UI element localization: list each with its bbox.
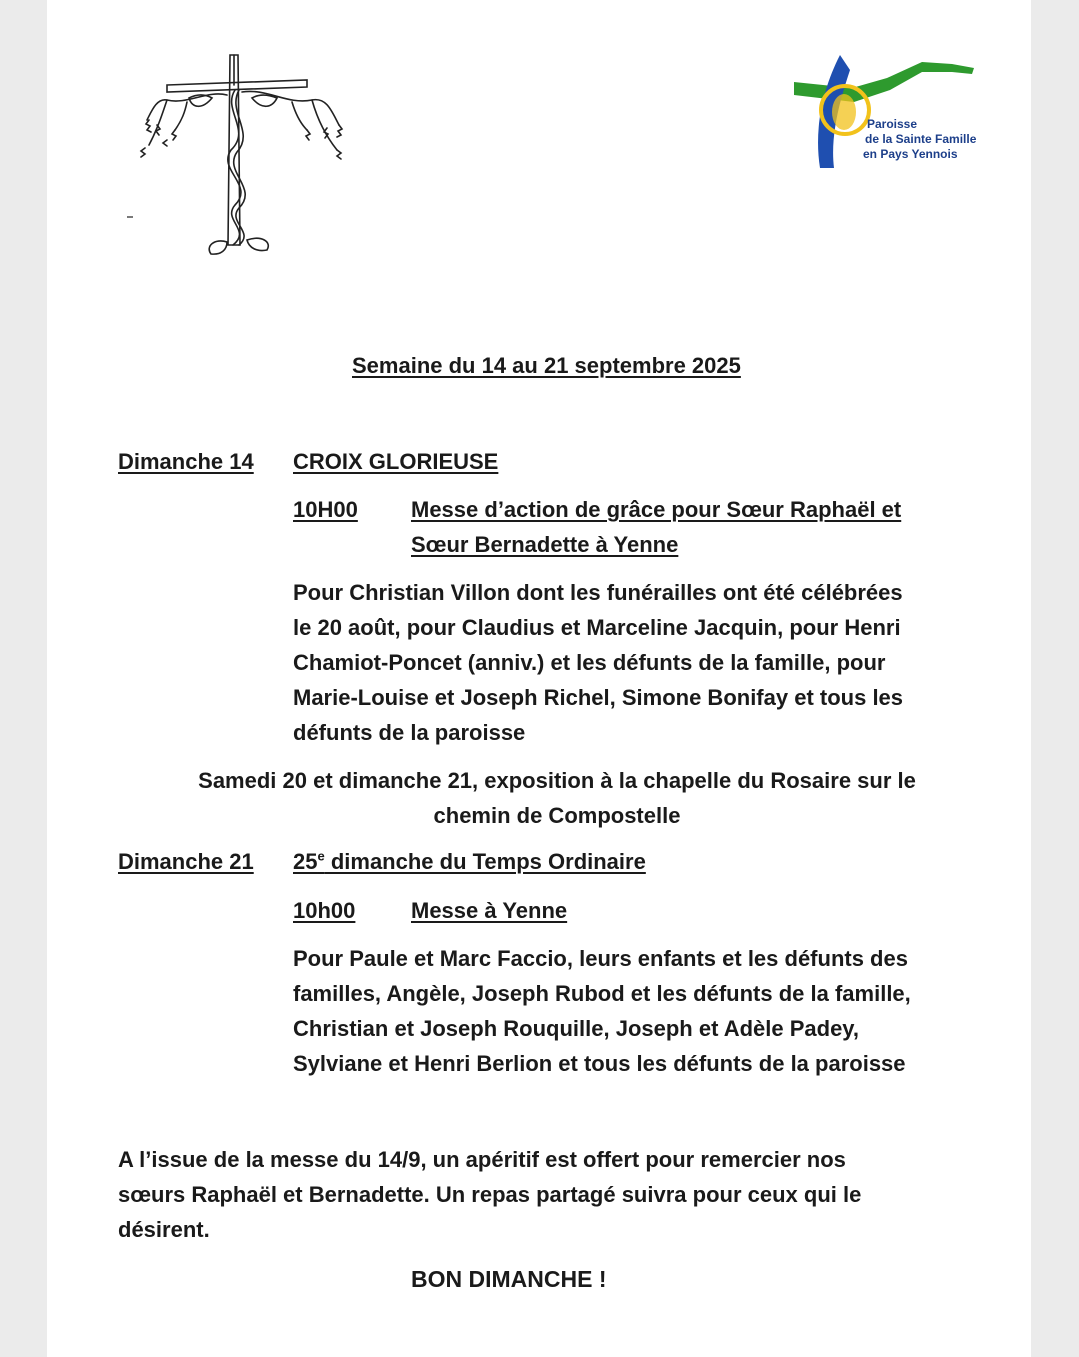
- page-title: Semaine du 14 au 21 septembre 2025: [352, 353, 741, 378]
- exposition-notice: [107, 763, 1007, 833]
- announcement: [118, 1142, 998, 1247]
- sunday-21-day: Dimanche 21: [118, 849, 254, 874]
- logo-green-hills: [794, 62, 974, 102]
- intention-line: familles, Angèle, Joseph Rubod et les défunts de la famille,: [293, 981, 911, 1006]
- exposition-line: chemin de Compostelle: [433, 803, 681, 828]
- intention-line: Sylviane et Henri Berlion et tous les défunts de la paroisse: [293, 1051, 906, 1076]
- logo-line-1: Paroisse: [867, 117, 918, 131]
- logo-holy-family: [832, 94, 856, 130]
- intention-line: Christian et Joseph Rouquille, Joseph et Adèle Padey,: [293, 1016, 860, 1041]
- sunday-14-feast: CROIX GLORIEUSE: [293, 449, 499, 474]
- sunday-21-feast: [293, 844, 646, 879]
- intention-line: Pour Paule et Marc Faccio, leurs enfants et les défunts des: [293, 946, 908, 971]
- intention-line: Marie-Louise et Joseph Richel, Simone Bonifay et tous les: [293, 685, 904, 710]
- closing-greeting: BON DIMANCHE !: [411, 1266, 607, 1292]
- cross-vine-illustration: [127, 50, 357, 265]
- announcement-line: désirent.: [118, 1217, 210, 1242]
- announcement-line: sœurs Raphaël et Bernadette. Un repas partagé suivra pour ceux qui le: [118, 1182, 862, 1207]
- intention-line: le 20 août, pour Claudius et Marceline Jacquin, pour Henri: [293, 615, 901, 640]
- sunday-14-intentions: [293, 575, 1013, 750]
- sunday-21-time: 10h00: [293, 898, 356, 923]
- sunday-14-mass-line-1: Messe d’action de grâce pour Sœur Raphaël et: [411, 497, 902, 522]
- sunday-21-mass: Messe à Yenne: [411, 898, 568, 923]
- sunday-21-intentions: [293, 941, 1013, 1081]
- sunday-14-heading: [118, 444, 254, 479]
- feast-name: dimanche du Temps Ordinaire: [324, 849, 646, 874]
- sunday-14-time: 10H00: [293, 497, 358, 522]
- intention-line: Pour Christian Villon dont les funérailles ont été célébrées: [293, 580, 903, 605]
- sunday-14-mass-line-2: Sœur Bernadette à Yenne: [411, 532, 679, 557]
- intention-line: défunts de la paroisse: [293, 720, 526, 745]
- logo-line-2: de la Sainte Famille: [865, 132, 977, 146]
- sunday-14-day: Dimanche 14: [118, 449, 254, 474]
- document-page: [47, 0, 1031, 1357]
- intention-line: Chamiot-Poncet (anniv.) et les défunts de la famille, pour: [293, 650, 886, 675]
- exposition-line: Samedi 20 et dimanche 21, exposition à la chapelle du Rosaire sur le: [198, 768, 916, 793]
- feast-ordinal-sup: e: [317, 848, 325, 864]
- announcement-line: A l’issue de la messe du 14/9, un apéritif est offert pour remercier nos: [118, 1147, 846, 1172]
- sunday-21-heading: [118, 844, 254, 879]
- feast-number: 25: [293, 849, 318, 874]
- logo-line-3: en Pays Yennois: [863, 147, 958, 161]
